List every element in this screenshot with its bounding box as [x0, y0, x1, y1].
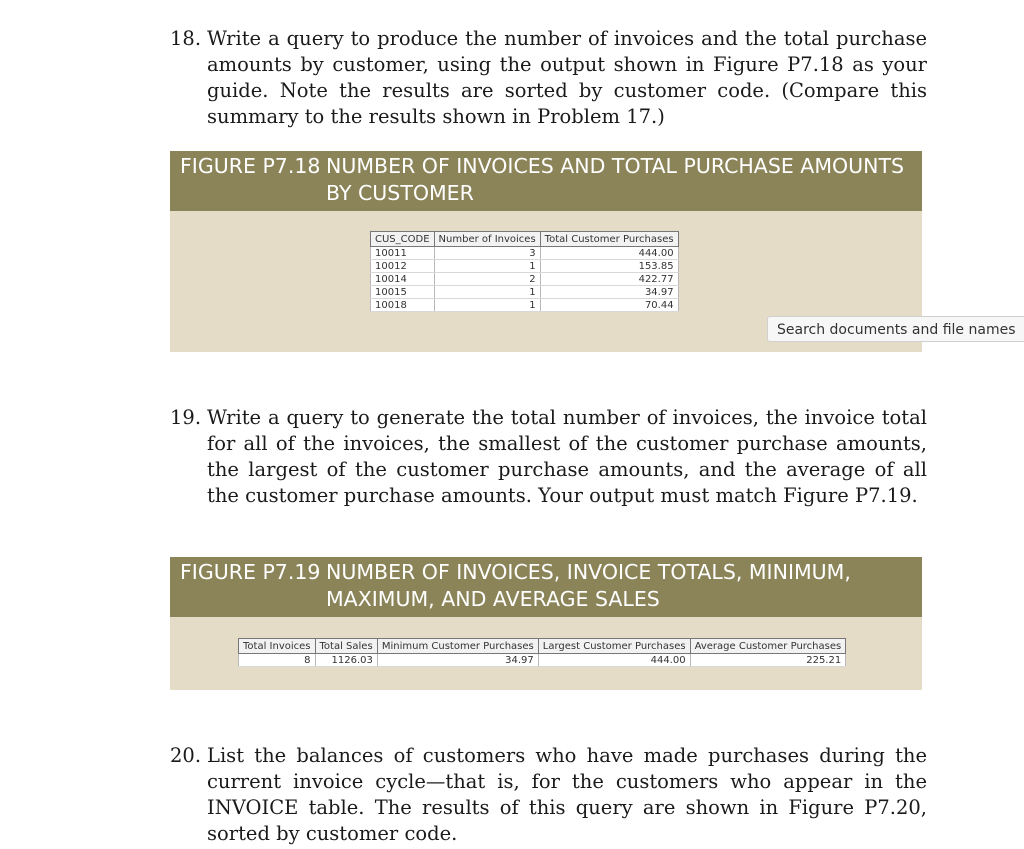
figure-label: FIGURE P7.19	[180, 560, 321, 584]
problem-text: List the balances of customers who have made purchases during the current invoice cycle—that is, for the customers who appear in the INVOICE table. The results of this query are shown in Figure P7.20, sorted by customer code.	[207, 744, 927, 845]
problem-number: 18.	[170, 27, 202, 50]
table-row	[371, 299, 679, 312]
problem-number: 20.	[170, 744, 202, 767]
table-cell: 34.97	[377, 654, 538, 667]
figure-p718-header	[170, 151, 922, 211]
search-documents-box[interactable]: Search documents and file names	[767, 316, 1024, 342]
column-header: Total Sales	[315, 639, 377, 654]
table-cell: 444.00	[538, 654, 690, 667]
table-cell: 1126.03	[315, 654, 377, 667]
figure-title: NUMBER OF INVOICES, INVOICE TOTALS, MINIMUM, MAXIMUM, AND AVERAGE SALES	[326, 560, 851, 611]
table-cell: 8	[239, 654, 316, 667]
table-cell: 153.85	[540, 260, 678, 273]
table-header-row	[239, 639, 846, 654]
table-cell: 444.00	[540, 247, 678, 260]
table-cell: 1	[434, 286, 540, 299]
column-header: Minimum Customer Purchases	[377, 639, 538, 654]
table-cell: 10014	[371, 273, 435, 286]
column-header: Total Customer Purchases	[540, 232, 678, 247]
problem-text: Write a query to generate the total number of invoices, the invoice total for all of the invoices, the smallest of the customer purchase amounts, the largest of the customer purchase amounts, and the average of all the customer purchase amounts. Your output must match Figure P7.19.	[207, 406, 927, 507]
table-cell: 10015	[371, 286, 435, 299]
table-cell: 225.21	[690, 654, 846, 667]
column-header: Number of Invoices	[434, 232, 540, 247]
figure-p719-body	[170, 617, 922, 690]
sales-summary-table	[238, 638, 846, 667]
table-header-row	[371, 232, 679, 247]
column-header: CUS_CODE	[371, 232, 435, 247]
problem-text: Write a query to produce the number of invoices and the total purchase amounts by customer, using the output shown in Figure P7.18 as your guide. Note the results are sorted by customer code. (Compare this summary to the results shown in Problem 17.)	[207, 27, 927, 128]
table-cell: 2	[434, 273, 540, 286]
table-row	[371, 286, 679, 299]
table-cell: 34.97	[540, 286, 678, 299]
figure-title: NUMBER OF INVOICES AND TOTAL PURCHASE AMOUNTS BY CUSTOMER	[326, 154, 905, 205]
table-cell: 10011	[371, 247, 435, 260]
problem-number: 19.	[170, 406, 202, 429]
column-header: Total Invoices	[239, 639, 316, 654]
figure-label: FIGURE P7.18	[180, 154, 321, 178]
table-row	[371, 260, 679, 273]
table-cell: 70.44	[540, 299, 678, 312]
table-row	[371, 247, 679, 260]
column-header: Largest Customer Purchases	[538, 639, 690, 654]
table-cell: 1	[434, 260, 540, 273]
table-cell: 1	[434, 299, 540, 312]
table-cell: 422.77	[540, 273, 678, 286]
table-cell: 3	[434, 247, 540, 260]
figure-p719-header	[170, 557, 922, 617]
invoice-summary-table	[370, 231, 679, 312]
table-row	[239, 654, 846, 667]
table-cell: 10018	[371, 299, 435, 312]
column-header: Average Customer Purchases	[690, 639, 846, 654]
table-cell: 10012	[371, 260, 435, 273]
table-row	[371, 273, 679, 286]
